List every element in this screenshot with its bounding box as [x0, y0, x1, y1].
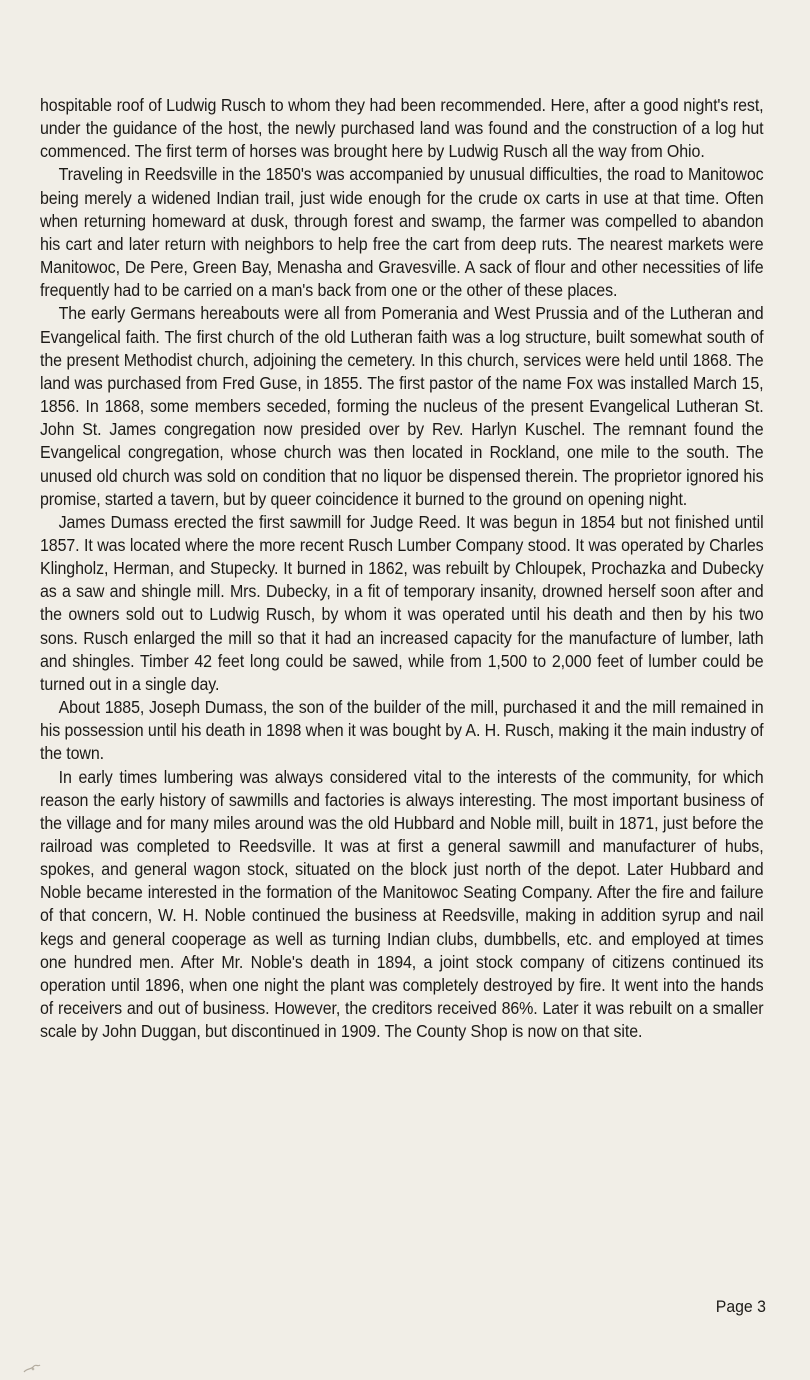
page-number: Page 3 — [715, 1297, 766, 1316]
paragraph-4: James Dumass erected the first sawmill for Judge Reed. It was begun in 1854 but not finished until 1857. It was located where the more recent Rusch Lumber Company stood. It was operated by Charles Klingholz, Herman, and Stupecky. It burned in 1862, was rebuilt by Chloupek, Prochazka and Dubecky as a saw and shingle mill. Mrs. Dubecky, in a fit of temporary insanity, drowned herself soon after and the owners sold out to Ludwig Rusch, by whom it was operated until his death and then by his two sons. Rusch enlarged the mill so that it had an increased capacity for the manufacture of lumber, lath and shingles. Timber 42 feet long could be sawed, while from 1,500 to 2,000 feet of lumber could be turned out in a single day. — [40, 511, 764, 694]
ink-smudge-icon — [22, 1360, 42, 1374]
paragraph-2: Traveling in Reedsville in the 1850's was accompanied by unusual difficulties, the road to Manitowoc being merely a widened Indian trail, just wide enough for the crude ox carts in use at that time. Often when returning homeward at dusk, through forest and swamp, the farmer was compelled to abandon his cart and later return with neighbors to help free the cart from deep ruts. The nearest markets were Manitowoc, De Pere, Green Bay, Menasha and Gravesville. A sack of flour and other necessities of life frequently had to be carried on a man's back from one or the other of these places. — [40, 164, 764, 301]
paragraph-1: hospitable roof of Ludwig Rusch to whom they had been recommended. Here, after a good night's rest, under the guidance of the host, the newly purchased land was found and the construction of a log hut commenced. The first term of horses was brought here by Ludwig Rusch all the way from Ohio. — [40, 95, 764, 162]
body-text — [40, 94, 764, 1043]
paragraph-6: In early times lumbering was always considered vital to the interests of the community, for which reason the early history of sawmills and factories is always interesting. The most important business of the village and for many miles around was the old Hubbard and Noble mill, built in 1871, just before the railroad was completed to Reedsville. It was at first a general sawmill and manufacturer of hubs, spokes, and general wagon stock, situated on the block just north of the depot. Later Hubbard and Noble became interested in the formation of the Manitowoc Seating Company. After the fire and failure of that concern, W. H. Noble continued the business at Reedsville, making in addition syrup and nail kegs and general cooperage as well as turning Indian clubs, dumbbells, etc. and employed at times one hundred men. After Mr. Noble's death in 1894, a joint stock company of citizens continued its operation until 1896, when one night the plant was completely destroyed by fire. It went into the hands of receivers and out of business. However, the creditors received 86%. Later it was rebuilt on a smaller scale by John Duggan, but discontinued in 1909. The County Shop is now on that site. — [40, 766, 764, 1042]
paragraph-3: The early Germans hereabouts were all from Pomerania and West Prussia and of the Lutheran and Evangelical faith. The first church of the old Lutheran faith was a log structure, built somewhat south of the present Methodist church, adjoining the cemetery. In this church, services were held until 1868. The land was purchased from Fred Guse, in 1855. The first pastor of the name Fox was installed March 15, 1856. In 1868, some members seceded, forming the nucleus of the present Evangelical Lutheran St. John St. James congregation now presided over by Rev. Harlyn Kuschel. The remnant found the Evangelical congregation, whose church was then located in Rockland, one mile to the south. The unused old church was sold on condition that no liquor be dispensed therein. The proprietor ignored his promise, started a tavern, but by queer coincidence it burned to the ground on opening night. — [40, 303, 764, 509]
paragraph-5: About 1885, Joseph Dumass, the son of the builder of the mill, purchased it and the mill remained in his possession until his death in 1898 when it was bought by A. H. Rusch, making it the main industry of the town. — [40, 697, 764, 764]
